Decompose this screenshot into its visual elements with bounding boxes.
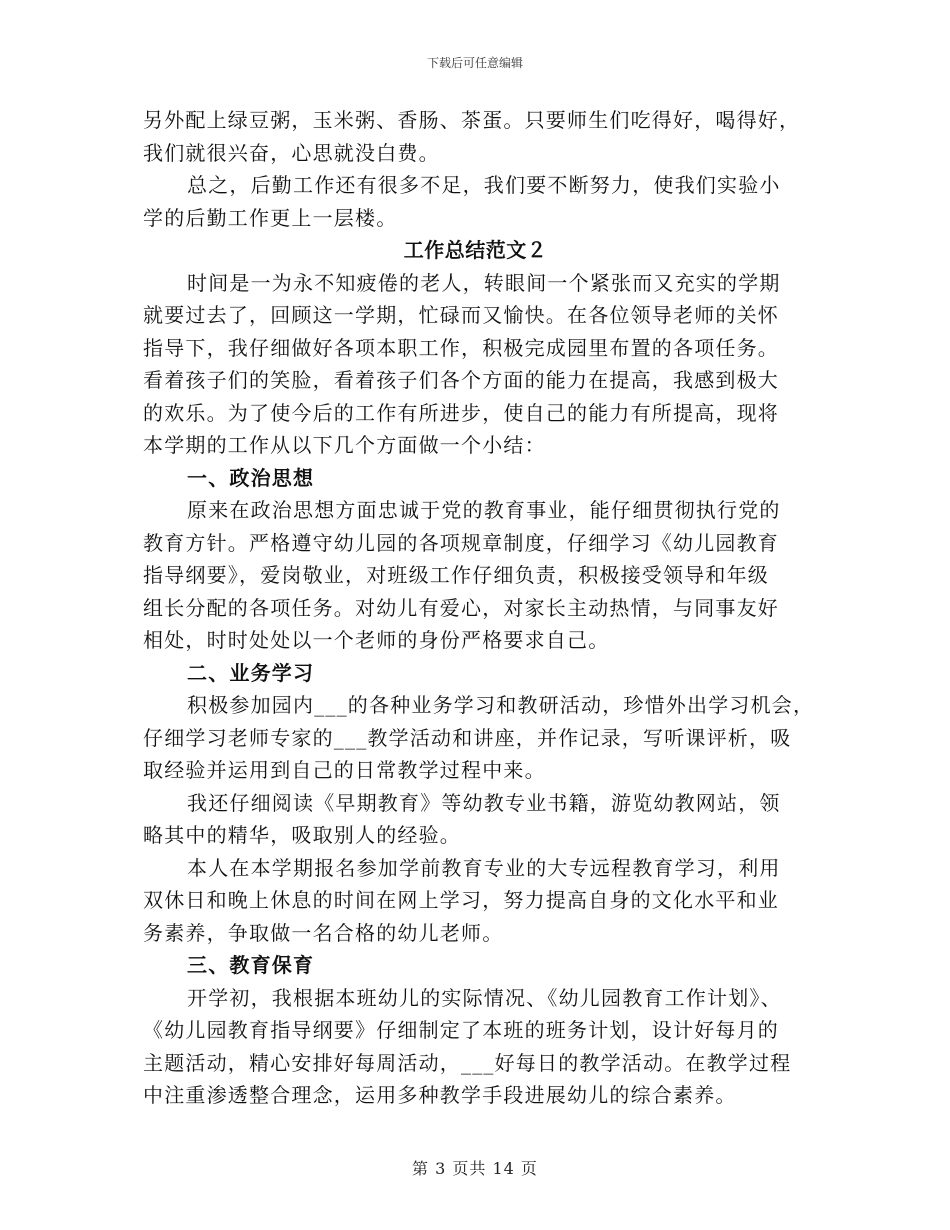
text-line: 就要过去了，回顾这一学期，忙碌而又愉快。在各位领导老师的关怀 <box>143 303 779 327</box>
text-line: 我们就很兴奋，心思就没白费。 <box>143 140 440 165</box>
text-line: 时间是一为永不知疲倦的老人，转眼间一个紧张而又充实的学期 <box>187 270 781 295</box>
text-line: 仔细学习老师专家的___教学活动和讲座，并作记录，写听课评析，吸 <box>143 725 792 750</box>
document-body <box>143 104 815 1112</box>
header-note: 下载后可任意编辑 <box>426 56 523 70</box>
text-line: 教育方针。严格遵守幼儿园的各项规章制度，仔细学习《幼儿园教育 <box>143 530 779 555</box>
text-line: 组长分配的各项任务。对幼儿有爱心，对家长主动热情，与同事友好 <box>143 595 779 620</box>
section-heading: 一、政治思想 <box>187 465 315 490</box>
text-line: 指导纲要》，爱岗敬业，对班级工作仔细负责，积极接受领导和年级 <box>143 563 769 587</box>
text-line: 本人在本学期报名参加学前教育专业的大专远程教育学习，利用 <box>187 855 781 880</box>
text-line: 相处，时时处处以一个老师的身份严格要求自己。 <box>143 628 610 652</box>
text-line: 学的后勤工作更上一层楼。 <box>143 205 398 230</box>
text-line: 总之，后勤工作还有很多不足，我们要不断努力，使我们实验小 <box>187 173 781 197</box>
text-line: 的欢乐。为了使今后的工作有所进步，使自己的能力有所提高，现将 <box>143 400 779 425</box>
section-title: 工作总结范文２ <box>403 238 548 262</box>
text-line: 积极参加园内___的各种业务学习和教研活动，珍惜外出学习机会， <box>187 693 815 717</box>
page-number: 第 3 页共 14 页 <box>412 1159 538 1178</box>
text-line: 原来在政治思想方面忠诚于党的教育事业，能仔细贯彻执行党的 <box>187 498 781 522</box>
text-line: 中注重渗透整合理念，运用多种教学手段进展幼儿的综合素养。 <box>143 1083 737 1107</box>
text-line: 双休日和晚上休息的时间在网上学习，努力提高自身的文化水平和业 <box>143 888 779 912</box>
text-line: 主题活动，精心安排好每周活动，___好每日的教学活动。在教学过程 <box>143 1050 792 1075</box>
text-line: 《幼儿园教育指导纲要》仔细制定了本班的班务计划，设计好每月的 <box>143 1018 779 1042</box>
section-heading: 二、业务学习 <box>187 660 315 685</box>
text-line: 本学期的工作从以下几个方面做一个小结： <box>143 433 546 457</box>
text-line: 取经验并运用到自己的日常教学过程中来。 <box>143 758 546 782</box>
text-line: 另外配上绿豆粥，玉米粥、香肠、茶蛋。只要师生们吃得好，喝得好， <box>143 108 801 132</box>
text-line: 看着孩子们的笑脸，看着孩子们各个方面的能力在提高，我感到极大 <box>143 368 779 392</box>
text-line: 略其中的精华，吸取别人的经验。 <box>143 823 461 847</box>
text-line: 我还仔细阅读《早期教育》等幼教专业书籍，游览幼教网站，领 <box>187 790 781 815</box>
section-heading: 三、教育保育 <box>187 953 315 977</box>
text-line: 指导下，我仔细做好各项本职工作，积极完成园里布置的各项任务。 <box>143 335 779 360</box>
text-line: 开学初，我根据本班幼儿的实际情况、《幼儿园教育工作计划》、 <box>187 985 782 1010</box>
text-line: 务素养，争取做一名合格的幼儿老师。 <box>143 920 504 945</box>
